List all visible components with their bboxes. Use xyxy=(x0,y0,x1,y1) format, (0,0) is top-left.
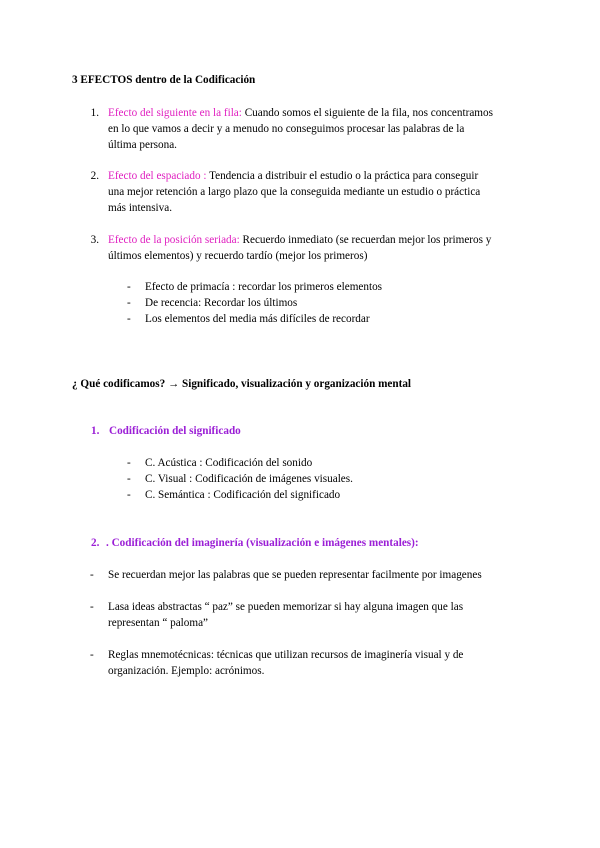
bullet-item-3-line-1: Reglas mnemotécnicas: técnicas que utilizan recursos de imaginería visual y de xyxy=(108,649,464,661)
item-1-line-2: en lo que vamos a decir y a menudo no conseguimos procesar las palabras de la xyxy=(108,123,465,135)
sublist-item: Los elementos del media más difíciles de recordar xyxy=(145,313,370,325)
bullet-dash: - xyxy=(90,601,94,613)
heading-2-text: . Codificación del imaginería (visualización e imágenes mentales): xyxy=(106,537,419,549)
bullet-dash: - xyxy=(127,489,131,501)
bullet-item-2-line-2: representan “ paloma” xyxy=(108,617,209,629)
item-2-line-2: una mejor retención a largo plazo que la conseguida mediante un estudio o práctica xyxy=(108,186,481,198)
item-3-label: Efecto de la posición seriada: xyxy=(108,234,240,246)
list-number: 1. xyxy=(90,107,99,119)
bullet-dash: - xyxy=(127,473,131,485)
item-2-line-3: más intensiva. xyxy=(108,202,173,214)
sublist-item: Efecto de primacía : recordar los primeros elementos xyxy=(145,281,383,293)
item-1-line-1: Cuando somos el siguiente de la fila, nos concentramos xyxy=(241,107,493,119)
bullet-dash: - xyxy=(90,569,94,581)
section-1-title: 3 EFECTOS dentro de la Codificación xyxy=(72,74,256,86)
bullet-dash: - xyxy=(127,457,131,469)
section-2-title: ¿ Qué codificamos? → Significado, visualización y organización mental xyxy=(72,378,412,390)
item-2-label: Efecto del espaciado : xyxy=(108,170,207,182)
bullet-item-2-line-1: Lasa ideas abstractas “ paz” se pueden memorizar si hay alguna imagen que las xyxy=(108,601,464,613)
bullet-dash: - xyxy=(127,297,131,309)
sublist-item: De recencia: Recordar los últimos xyxy=(145,297,298,309)
list-number: 2. xyxy=(90,170,99,182)
item-3-line-2: últimos elementos) y recuerdo tardío (mejor los primeros) xyxy=(108,250,368,262)
bullet-item-3-line-2: organización. Ejemplo: acrónimos. xyxy=(108,665,265,677)
heading-1-text: Codificación del significado xyxy=(109,425,241,437)
item-2-line-1: Tendencia a distribuir el estudio o la práctica para conseguir xyxy=(206,170,479,182)
bullet-item-1-line-1: Se recuerdan mejor las palabras que se pueden representar facilmente por imagenes xyxy=(108,569,482,581)
heading-2-number: 2. xyxy=(91,537,100,549)
item-1-label: Efecto del siguiente en la fila: xyxy=(108,107,242,119)
item-1-line-3: última persona. xyxy=(108,139,177,151)
bullet-dash: - xyxy=(90,649,94,661)
bullet-dash: - xyxy=(127,313,131,325)
sublist-item: C. Acústica : Codificación del sonido xyxy=(145,457,313,469)
sublist-item: C. Semántica : Codificación del significado xyxy=(145,489,341,501)
item-3-line-1: Recuerdo inmediato (se recuerdan mejor los primeros y xyxy=(239,234,492,246)
sublist-item: C. Visual : Codificación de imágenes visuales. xyxy=(145,473,353,485)
list-number: 3. xyxy=(90,234,99,246)
heading-1-number: 1. xyxy=(91,425,100,437)
bullet-dash: - xyxy=(127,281,131,293)
